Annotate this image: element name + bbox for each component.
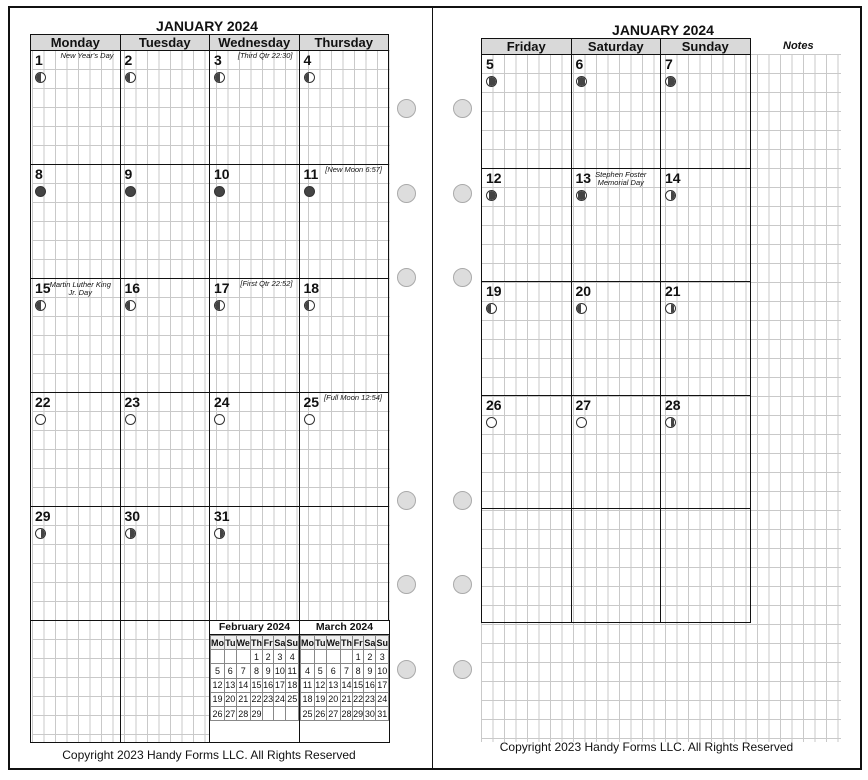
day-number: 12 <box>486 169 502 186</box>
moon-phase-icon <box>35 72 46 83</box>
day-note: [Third Qtr 22:30] <box>237 51 293 60</box>
day-note: [First Qtr 22:52] <box>240 279 293 288</box>
mini-day[interactable]: 20 <box>326 692 340 706</box>
mini-day[interactable]: 15 <box>250 678 262 692</box>
mini-day[interactable]: 1 <box>250 650 262 664</box>
mini-day[interactable]: 23 <box>364 692 376 706</box>
day-cell[interactable] <box>209 164 300 279</box>
mini-dow: Fr <box>353 636 364 650</box>
day-number: 27 <box>575 396 592 413</box>
mini-day[interactable]: 3 <box>274 650 286 664</box>
moon-phase-icon <box>665 417 676 428</box>
mini-day[interactable]: 26 <box>315 706 327 720</box>
day-cell[interactable] <box>30 392 121 507</box>
binder-hole <box>397 660 416 679</box>
mini-day[interactable]: 13 <box>326 678 340 692</box>
day-number: 15 <box>35 280 51 296</box>
mini-day[interactable]: 11 <box>286 664 299 678</box>
moon-phase-icon <box>214 186 225 197</box>
mini-day[interactable]: 21 <box>340 692 352 706</box>
notes-label: Notes <box>783 40 814 52</box>
mini-dow: We <box>326 636 340 650</box>
moon-phase-icon <box>486 303 497 314</box>
mini-dow: Su <box>376 636 389 650</box>
day-cell[interactable] <box>660 54 751 169</box>
mini-day[interactable]: 28 <box>340 706 352 720</box>
moon-phase-icon <box>486 417 497 428</box>
day-cell[interactable] <box>299 164 390 279</box>
day-cell[interactable] <box>660 508 751 623</box>
left-page <box>8 6 434 770</box>
binder-hole <box>453 268 472 287</box>
mini-day[interactable]: 5 <box>211 664 225 678</box>
mini-day[interactable]: 7 <box>340 664 352 678</box>
binder-hole <box>397 575 416 594</box>
day-number: 3 <box>214 52 222 68</box>
weekday-header-saturday: Saturday <box>571 38 662 55</box>
moon-phase-icon <box>665 190 676 201</box>
binder-hole <box>397 491 416 510</box>
day-cell[interactable] <box>481 54 572 169</box>
day-cell[interactable] <box>299 392 390 507</box>
mini-day[interactable]: 11 <box>301 678 315 692</box>
mini-day[interactable]: 2 <box>263 650 274 664</box>
day-cell[interactable] <box>571 281 662 396</box>
day-note: New Year's Day <box>60 51 114 60</box>
binder-hole <box>453 184 472 203</box>
day-number: 6 <box>575 56 584 72</box>
mini-dow: We <box>236 636 250 650</box>
moon-phase-icon <box>665 76 676 87</box>
day-cell[interactable] <box>209 506 300 621</box>
moon-phase-icon <box>125 72 136 83</box>
binder-hole <box>453 99 472 118</box>
mini-day[interactable]: 27 <box>225 706 237 720</box>
day-number: 30 <box>124 508 141 524</box>
weekday-header-sunday: Sunday <box>660 38 751 55</box>
mini-day <box>315 650 327 664</box>
right-page <box>432 6 862 770</box>
mini-day[interactable]: 12 <box>315 678 327 692</box>
mini-day[interactable]: 16 <box>263 678 274 692</box>
moon-phase-icon <box>576 417 587 428</box>
day-cell[interactable] <box>120 50 211 165</box>
day-cell[interactable] <box>299 50 390 165</box>
binder-hole <box>397 99 416 118</box>
right-copyright: Copyright 2023 Handy Forms LLC. All Rights Reserved <box>499 740 794 754</box>
mini-day <box>286 706 299 720</box>
moon-phase-icon <box>35 528 46 539</box>
moon-phase-icon <box>214 528 225 539</box>
left-month-title: JANUARY 2024 <box>156 18 258 34</box>
moon-phase-icon <box>304 414 315 425</box>
day-cell[interactable] <box>481 281 572 396</box>
day-cell[interactable] <box>209 278 300 393</box>
mini-day[interactable]: 22 <box>353 692 364 706</box>
mini-day[interactable]: 13 <box>225 678 237 692</box>
day-number: 11 <box>303 166 319 182</box>
mini-day[interactable]: 17 <box>376 678 389 692</box>
moon-phase-icon <box>304 72 315 83</box>
mini-day[interactable]: 30 <box>364 706 376 720</box>
mini-calendar-title: February 2024 <box>210 621 299 635</box>
mini-day[interactable]: 6 <box>326 664 340 678</box>
day-number: 21 <box>665 283 681 299</box>
day-number: 26 <box>486 396 502 413</box>
right-month-title: JANUARY 2024 <box>612 22 714 38</box>
mini-day[interactable]: 29 <box>250 706 262 720</box>
mini-dow: Tu <box>225 636 237 650</box>
mini-day[interactable]: 8 <box>250 664 262 678</box>
mini-day[interactable]: 24 <box>376 692 389 706</box>
mini-day <box>326 650 340 664</box>
mini-day[interactable]: 8 <box>353 664 364 678</box>
mini-day[interactable]: 17 <box>274 678 286 692</box>
mini-day[interactable]: 27 <box>326 706 340 720</box>
day-cell[interactable] <box>571 395 662 510</box>
moon-phase-icon <box>486 76 497 87</box>
day-cell[interactable] <box>571 168 662 283</box>
mini-day[interactable]: 9 <box>364 664 376 678</box>
mini-calendar-march <box>299 620 390 743</box>
mini-day[interactable]: 21 <box>236 692 250 706</box>
mini-day <box>225 650 237 664</box>
day-cell[interactable] <box>299 278 390 393</box>
mini-dow: Su <box>286 636 299 650</box>
moon-phase-icon <box>214 300 225 311</box>
weekday-header-monday: Monday <box>30 34 121 51</box>
mini-day[interactable]: 16 <box>364 678 376 692</box>
day-number: 20 <box>575 283 592 299</box>
mini-dow: Mo <box>301 636 315 650</box>
day-number: 16 <box>124 280 141 296</box>
day-number: 4 <box>303 52 312 68</box>
mini-day[interactable]: 4 <box>286 650 299 664</box>
mini-calendar-title: March 2024 <box>300 621 389 635</box>
day-number: 7 <box>665 56 673 72</box>
mini-day[interactable]: 10 <box>376 664 389 678</box>
day-cell[interactable] <box>660 168 751 283</box>
moon-phase-icon <box>125 414 136 425</box>
day-cell[interactable] <box>30 164 121 279</box>
mini-day[interactable]: 2 <box>364 650 376 664</box>
mini-day[interactable]: 22 <box>250 692 262 706</box>
binder-hole <box>397 184 416 203</box>
day-cell[interactable] <box>30 506 121 621</box>
weekday-header-tuesday: Tuesday <box>120 34 211 51</box>
mini-day[interactable]: 29 <box>353 706 364 720</box>
mini-day <box>236 650 250 664</box>
mini-day[interactable]: 6 <box>225 664 237 678</box>
day-cell[interactable] <box>481 395 572 510</box>
mini-day[interactable]: 26 <box>211 706 225 720</box>
moon-phase-icon <box>125 300 136 311</box>
mini-day[interactable]: 10 <box>274 664 286 678</box>
mini-day[interactable]: 3 <box>376 650 389 664</box>
day-cell[interactable] <box>120 278 211 393</box>
mini-day[interactable]: 28 <box>236 706 250 720</box>
mini-day[interactable]: 9 <box>263 664 274 678</box>
day-number: 18 <box>303 280 320 296</box>
mini-dow: Th <box>250 636 262 650</box>
mini-day[interactable]: 20 <box>225 692 237 706</box>
mini-calendar-february <box>209 620 300 743</box>
day-cell[interactable] <box>120 164 211 279</box>
day-cell[interactable] <box>481 168 572 283</box>
mini-day[interactable]: 18 <box>301 692 315 706</box>
weekday-header-wednesday: Wednesday <box>209 34 300 51</box>
day-cell[interactable] <box>299 506 390 621</box>
moon-phase-icon <box>576 303 587 314</box>
moon-phase-icon <box>576 76 587 87</box>
day-cell[interactable] <box>660 281 751 396</box>
day-number: 2 <box>124 52 133 68</box>
moon-phase-icon <box>35 186 46 197</box>
day-number: 25 <box>303 394 320 410</box>
day-number: 1 <box>35 52 43 68</box>
left-copyright: Copyright 2023 Handy Forms LLC. All Rights Reserved <box>62 748 356 762</box>
mini-day[interactable]: 25 <box>286 692 299 706</box>
mini-dow: Th <box>340 636 352 650</box>
mini-dow: Mo <box>211 636 225 650</box>
mini-day <box>274 706 286 720</box>
binder-hole <box>453 575 472 594</box>
day-cell[interactable] <box>571 508 662 623</box>
mini-day[interactable]: 24 <box>274 692 286 706</box>
moon-phase-icon <box>35 414 46 425</box>
mini-day <box>301 650 315 664</box>
day-note: [Full Moon 12:54] <box>324 393 382 402</box>
moon-phase-icon <box>304 186 315 197</box>
mini-day <box>340 650 352 664</box>
day-note: [New Moon 6:57] <box>325 165 382 174</box>
mini-day[interactable]: 15 <box>353 678 364 692</box>
mini-dow: Tu <box>315 636 327 650</box>
mini-day[interactable]: 12 <box>211 678 225 692</box>
mini-day[interactable]: 23 <box>263 692 274 706</box>
day-note: Stephen Foster Memorial Day <box>595 169 647 187</box>
moon-phase-icon <box>665 303 676 314</box>
mini-day[interactable]: 14 <box>236 678 250 692</box>
day-number: 22 <box>35 394 51 410</box>
day-cell[interactable] <box>571 54 662 169</box>
mini-day[interactable]: 14 <box>340 678 352 692</box>
mini-day[interactable]: 18 <box>286 678 299 692</box>
day-cell[interactable] <box>209 50 300 165</box>
mini-dow: Sa <box>274 636 286 650</box>
mini-day[interactable]: 25 <box>301 706 315 720</box>
mini-day[interactable]: 19 <box>211 692 225 706</box>
moon-phase-icon <box>576 190 587 201</box>
day-cell[interactable] <box>30 278 121 393</box>
mini-day[interactable]: 7 <box>236 664 250 678</box>
moon-phase-icon <box>214 414 225 425</box>
day-number: 31 <box>214 508 230 524</box>
moon-phase-icon <box>486 190 497 201</box>
day-number: 24 <box>214 394 230 410</box>
mini-day[interactable]: 1 <box>353 650 364 664</box>
moon-phase-icon <box>214 72 225 83</box>
day-note: Martin Luther King Jr. Day <box>49 280 111 297</box>
binder-hole <box>453 660 472 679</box>
moon-phase-icon <box>125 186 136 197</box>
mini-day <box>211 650 225 664</box>
day-number: 23 <box>124 394 141 410</box>
binder-hole <box>397 268 416 287</box>
day-number: 5 <box>486 56 494 72</box>
empty-cell[interactable] <box>30 620 121 743</box>
day-number: 10 <box>214 166 230 182</box>
day-number: 28 <box>665 396 681 413</box>
day-number: 17 <box>214 280 230 296</box>
day-cell[interactable] <box>120 506 211 621</box>
day-number: 13 <box>575 169 592 186</box>
mini-day[interactable]: 4 <box>301 664 315 678</box>
day-cell[interactable] <box>209 392 300 507</box>
binder-hole <box>453 491 472 510</box>
weekday-header-friday: Friday <box>481 38 572 55</box>
day-number: 14 <box>665 169 681 186</box>
mini-day[interactable]: 19 <box>315 692 327 706</box>
mini-day[interactable]: 5 <box>315 664 327 678</box>
day-cell[interactable] <box>660 395 751 510</box>
day-cell[interactable] <box>30 50 121 165</box>
moon-phase-icon <box>125 528 136 539</box>
moon-phase-icon <box>35 300 46 311</box>
day-number: 19 <box>486 283 502 299</box>
day-cell[interactable] <box>481 508 572 623</box>
weekday-header-thursday: Thursday <box>299 34 390 51</box>
mini-dow: Fr <box>263 636 274 650</box>
moon-phase-icon <box>304 300 315 311</box>
day-number: 29 <box>35 508 51 524</box>
mini-dow: Sa <box>364 636 376 650</box>
day-cell[interactable] <box>120 392 211 507</box>
mini-day <box>263 706 274 720</box>
day-number: 8 <box>35 166 43 182</box>
day-number: 9 <box>124 166 133 182</box>
mini-day[interactable]: 31 <box>376 706 389 720</box>
empty-cell[interactable] <box>120 620 211 743</box>
